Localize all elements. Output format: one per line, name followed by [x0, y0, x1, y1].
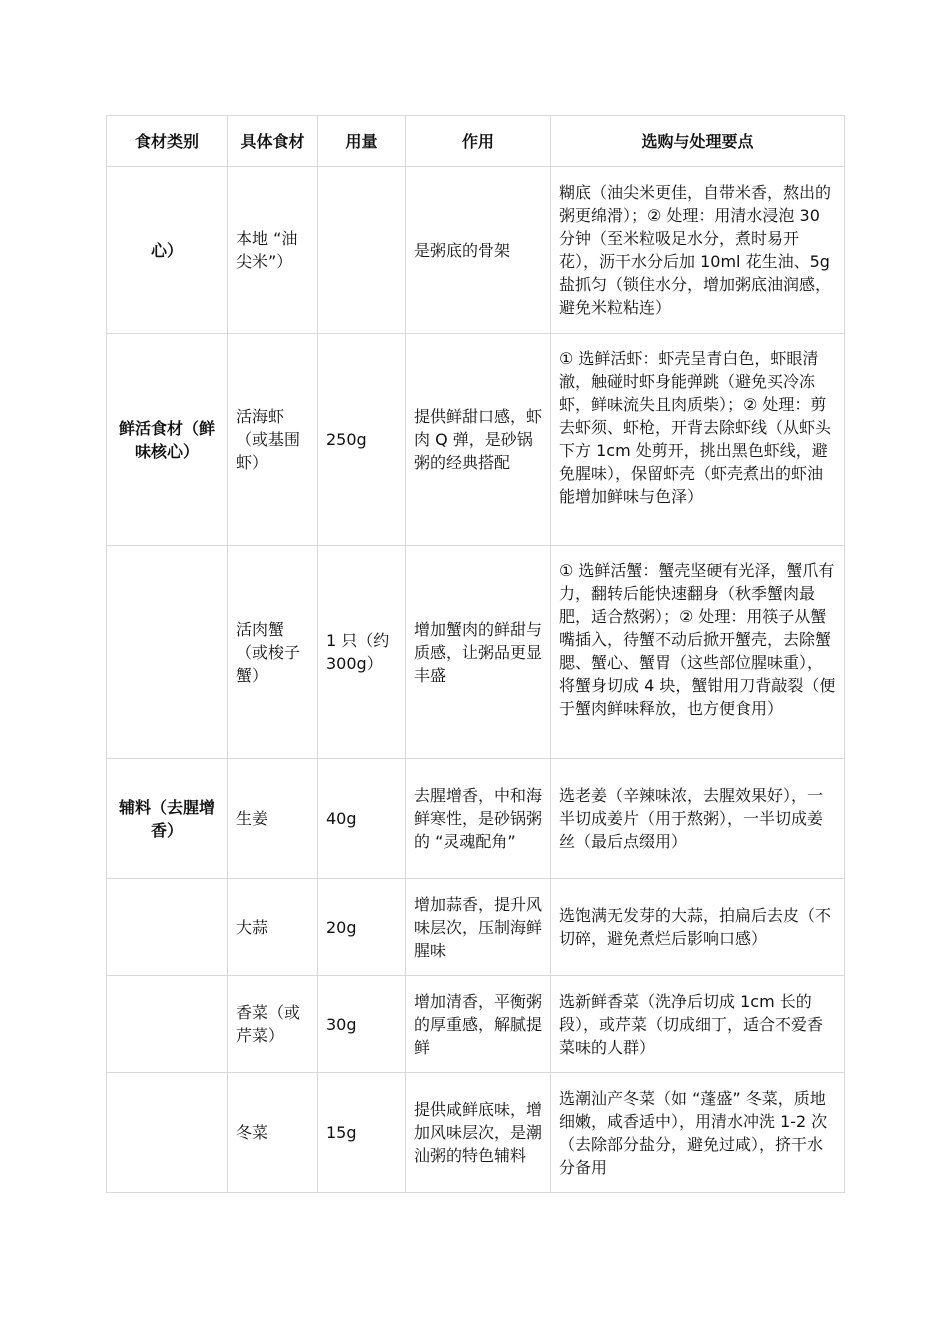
header-ingredient: 具体食材 [228, 116, 318, 167]
cell-tips: ① 选鲜活蟹：蟹壳坚硬有光泽，蟹爪有力，翻转后能快速翻身（秋季蟹肉最肥，适合熬粥）；② 处理：用筷子从蟹嘴插入，待蟹不动后掀开蟹壳，去除蟹腮、蟹心、蟹胃（这些部位腥味重），将蟹身切成 4 块，蟹钳用刀背敲裂（便于蟹肉鲜味释放，也方便食用） [551, 546, 845, 759]
cell-tips: 选潮汕产冬菜（如 “蓬盛” 冬菜，质地细嫩，咸香适中），用清水冲洗 1-2 次（去除部分盐分，避免过咸），挤干水分备用 [551, 1073, 845, 1193]
header-category: 食材类别 [107, 116, 228, 167]
cell-category: 鲜活食材（鲜味核心） [107, 334, 228, 546]
cell-ingredient: 活肉蟹（或梭子蟹） [228, 546, 318, 759]
cell-amount: 30g [318, 976, 406, 1073]
header-amount: 用量 [318, 116, 406, 167]
header-role: 作用 [406, 116, 551, 167]
cell-role: 提供咸鲜底味，增加风味层次，是潮汕粥的特色辅料 [406, 1073, 551, 1193]
cell-role: 是粥底的骨架 [406, 167, 551, 334]
table-row [107, 976, 845, 1073]
cell-category [107, 879, 228, 976]
cell-ingredient: 大蒜 [228, 879, 318, 976]
cell-tips: 选老姜（辛辣味浓，去腥效果好），一半切成姜片（用于熬粥），一半切成姜丝（最后点缀用） [551, 759, 845, 879]
cell-category: 心） [107, 167, 228, 334]
document-page [106, 115, 844, 1193]
cell-tips: 选饱满无发芽的大蒜，拍扁后去皮（不切碎，避免煮烂后影响口感） [551, 879, 845, 976]
ingredient-table [106, 115, 845, 1193]
table-row [107, 759, 845, 879]
cell-tips: ① 选鲜活虾：虾壳呈青白色，虾眼清澈，触碰时虾身能弹跳（避免买冷冻虾，鲜味流失且肉质柴）；② 处理：剪去虾须、虾枪，开背去除虾线（从虾头下方 1cm 处剪开，挑出黑色虾线，避免腥味），保留虾壳（虾壳煮出的虾油能增加鲜味与色泽） [551, 334, 845, 546]
cell-tips: 糊底（油尖米更佳，自带米香，熬出的粥更绵滑）；② 处理：用清水浸泡 30 分钟（至米粒吸足水分，煮时易开花），沥干水分后加 10ml 花生油、5g 盐抓匀（锁住水分，增加粥底油润感，避免米粒粘连） [551, 167, 845, 334]
cell-amount: 15g [318, 1073, 406, 1193]
cell-category [107, 1073, 228, 1193]
cell-role: 增加蟹肉的鲜甜与质感，让粥品更显丰盛 [406, 546, 551, 759]
cell-amount: 250g [318, 334, 406, 546]
cell-ingredient: 香菜（或芹菜） [228, 976, 318, 1073]
table-row [107, 546, 845, 759]
table-header-row [107, 116, 845, 167]
table-row [107, 167, 845, 334]
cell-category: 辅料（去腥增香） [107, 759, 228, 879]
cell-ingredient: 本地 “油尖米”） [228, 167, 318, 334]
cell-role: 提供鲜甜口感，虾肉 Q 弹，是砂锅粥的经典搭配 [406, 334, 551, 546]
cell-amount [318, 167, 406, 334]
cell-tips: 选新鲜香菜（洗净后切成 1cm 长的段），或芹菜（切成细丁，适合不爱香菜味的人群） [551, 976, 845, 1073]
cell-amount: 40g [318, 759, 406, 879]
cell-ingredient: 冬菜 [228, 1073, 318, 1193]
cell-ingredient: 生姜 [228, 759, 318, 879]
table-row [107, 879, 845, 976]
table-row [107, 334, 845, 546]
cell-role: 去腥增香，中和海鲜寒性，是砂锅粥的 “灵魂配角” [406, 759, 551, 879]
cell-category [107, 546, 228, 759]
table-row [107, 1073, 845, 1193]
cell-role: 增加蒜香，提升风味层次，压制海鲜腥味 [406, 879, 551, 976]
cell-ingredient: 活海虾（或基围虾） [228, 334, 318, 546]
header-tips: 选购与处理要点 [551, 116, 845, 167]
cell-role: 增加清香，平衡粥的厚重感，解腻提鲜 [406, 976, 551, 1073]
cell-amount: 1 只（约 300g） [318, 546, 406, 759]
cell-amount: 20g [318, 879, 406, 976]
cell-category [107, 976, 228, 1073]
